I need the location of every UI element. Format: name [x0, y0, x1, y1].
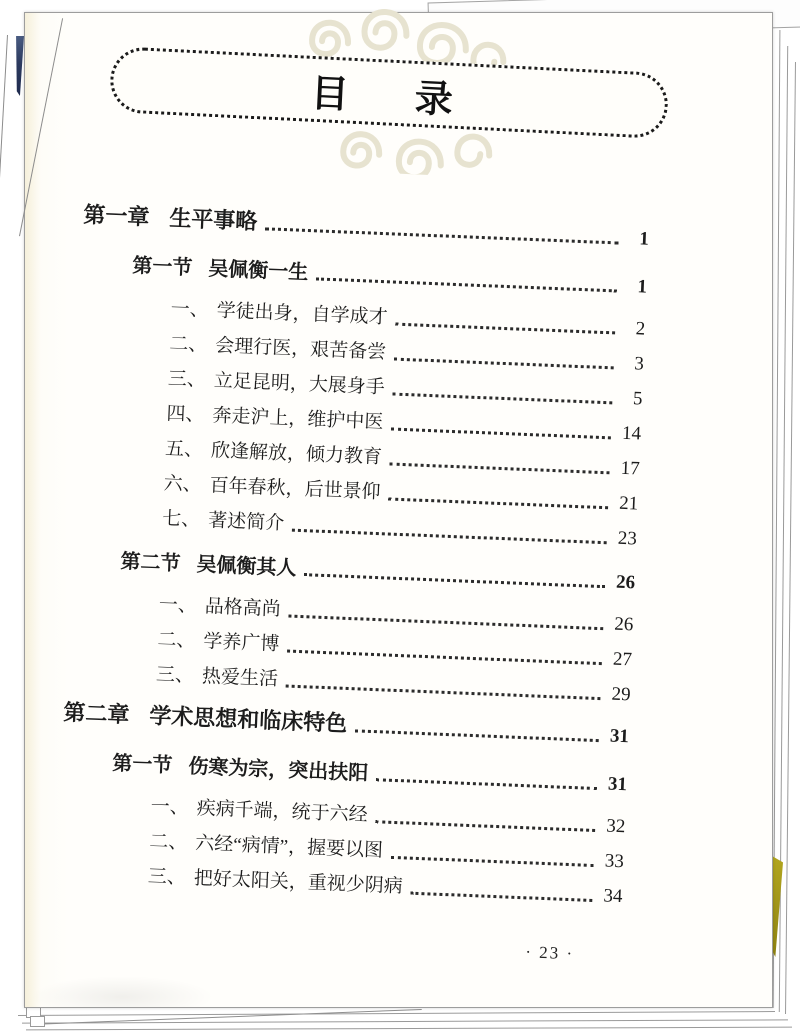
toc-entry-label: 三、 [147, 866, 187, 889]
page-title: 目 录 [309, 72, 468, 122]
toc-entry-page: 23 [617, 527, 638, 550]
toc-entry-label: 第一章 [82, 201, 150, 230]
toc-entry-page: 29 [611, 683, 632, 706]
toc-entry [61, 748, 628, 799]
bottom-left-page-corner-2 [30, 1016, 45, 1027]
toc-entry-title: 把好太阳关，重视少阴病 [193, 867, 404, 898]
dot-leader [292, 529, 607, 545]
dot-leader [287, 650, 602, 666]
toc-entry-page: 2 [635, 318, 646, 340]
toc-entry-label: 一、 [170, 298, 210, 322]
toc-entry-title: 品格高尚 [204, 596, 282, 621]
dot-leader [388, 497, 608, 509]
toc-entry-title: 吴佩衡一生 [207, 258, 309, 285]
toc-entry-title: 欣逢解放，倾力教育 [210, 440, 383, 469]
dot-leader [286, 684, 601, 700]
toc-entry-title: 疾病千端，统于六经 [196, 798, 368, 826]
toc-entry-page: 27 [612, 648, 633, 671]
toc-entry-title: 六经“病情”，握要以图 [194, 832, 384, 862]
dot-leader [391, 856, 594, 867]
toc-entry-title: 百年春秋，后世景仰 [209, 475, 381, 504]
toc-entry-label: 一、 [150, 796, 190, 819]
dot-leader [392, 393, 612, 405]
toc-entry-title: 著述简介 [207, 510, 285, 535]
toc-entry-page: 3 [633, 353, 645, 375]
toc-entry-page: 33 [604, 850, 625, 873]
dot-leader [376, 778, 597, 790]
toc-entry-title: 学徒出身，自学成才 [216, 300, 388, 329]
toc-entry-label: 第一节 [111, 752, 173, 777]
dot-leader [395, 323, 615, 335]
toc-entry-page: 26 [613, 613, 634, 636]
toc-entry-page: 5 [632, 388, 643, 410]
toc-entry-label: 第二节 [120, 550, 181, 576]
toc-entry-label: 二、 [156, 629, 196, 652]
toc-entry-page: 14 [621, 422, 642, 445]
toc-entry [81, 250, 648, 301]
toc-entry-page: 17 [620, 457, 641, 480]
dot-leader [265, 227, 619, 244]
toc-entry-page: 21 [618, 492, 639, 515]
toc-entry-page: 34 [603, 885, 623, 908]
toc-entry-label: 四、 [166, 403, 205, 426]
dot-leader [375, 820, 595, 832]
toc-entry-title: 学术思想和临床特色 [148, 703, 348, 736]
toc-entry-page: 32 [605, 815, 626, 838]
dot-leader [288, 615, 603, 631]
toc-entry [69, 546, 636, 597]
toc-entry-page: 1 [637, 276, 648, 298]
toc-entry-label: 一、 [158, 594, 198, 617]
toc-entry-title: 奔走沪上，维护中医 [212, 405, 384, 434]
dot-leader [355, 729, 599, 742]
toc-entry [63, 698, 630, 751]
blue-cover-edge-wedge [15, 36, 24, 96]
toc-entry-title: 生平事略 [168, 205, 258, 234]
toc-entry-label: 三、 [167, 368, 207, 392]
toc-entry-label: 二、 [168, 333, 208, 357]
toc-entry-page: 26 [615, 571, 636, 594]
toc-list [54, 200, 649, 966]
toc-entry-title: 热爱生活 [201, 666, 279, 691]
toc-entry-title: 学养广博 [202, 631, 280, 656]
dot-leader [394, 358, 614, 370]
dot-leader [316, 277, 617, 292]
dot-leader [304, 573, 605, 588]
toc-entry-label: 五、 [164, 438, 204, 461]
toc-entry-label: 二、 [148, 831, 188, 854]
toc-entry-title: 吴佩衡其人 [196, 553, 297, 580]
toc-entry-title: 会理行医，艰苦备尝 [214, 335, 387, 364]
toc-entry-label: 第一节 [131, 255, 193, 280]
toc-entry-label: 六、 [163, 473, 203, 496]
folio-page-number: · 23 · [524, 942, 575, 964]
dot-leader [410, 892, 592, 902]
toc-entry-label: 三、 [155, 664, 195, 687]
toc-entry-label: 第二章 [62, 699, 130, 728]
toc-entry-page: 1 [638, 228, 650, 250]
toc-entry-label: 七、 [161, 508, 201, 531]
dot-leader [390, 462, 610, 474]
toc-entry-title: 立足昆明，大展身手 [213, 370, 386, 399]
back-page-left-edge [0, 35, 8, 231]
toc-entry-page: 31 [607, 773, 628, 796]
toc-entry-title: 伤寒为宗，突出扶阳 [187, 755, 369, 785]
toc-entry-page: 31 [609, 725, 630, 748]
dot-leader [391, 428, 611, 440]
